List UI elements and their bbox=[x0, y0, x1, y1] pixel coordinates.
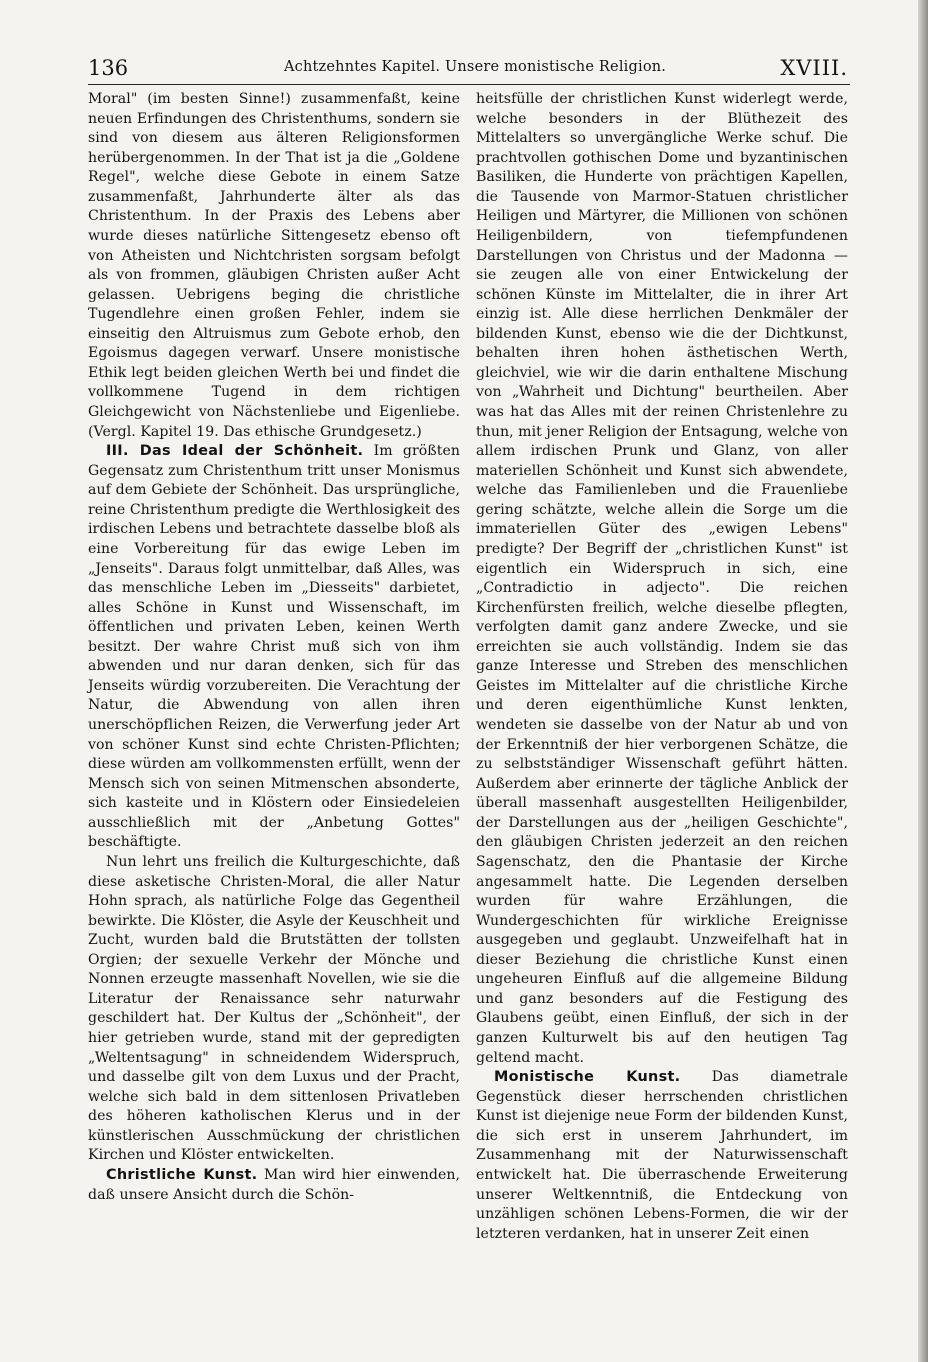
page-edge-shadow bbox=[918, 0, 928, 1362]
section-heading: Monistische Kunst. bbox=[494, 1069, 681, 1086]
left-column bbox=[88, 90, 460, 1205]
page-header bbox=[88, 56, 848, 82]
paragraph: Moral" (im besten Sinne!) zusammenfaßt, keine neuen Erfindungen des Christenthums, sondern sie sind von diesem aus älteren Religionsformen herübergenommen. In der That ist ja die „Goldene Regel", welche diese Gebote in einem Satze zusammenfaßt, Jahrhunderte älter als das Christenthum. In der Praxis des Lebens aber wurde dieses natürliche Sittengesetz ebenso oft von Atheisten und Nichtchristen sorgsam befolgt als von frommen, gläubigen Christen außer Acht gelassen. Uebrigens beging die christliche Tugendlehre einen großen Fehler, indem sie einseitig den Altruismus zum Gebote erhob, den Egoismus dagegen verwarf. Unsere monistische Ethik legt beiden gleichen Werth bei und findet die vollkommene Tugend in dem richtigen Gleichgewicht von Nächstenliebe und Eigenliebe. (Vergl. Kapitel 19. Das ethische Grundgesetz.) bbox=[88, 91, 460, 440]
section-paragraph bbox=[88, 442, 460, 853]
chapter-number: XVIII. bbox=[780, 56, 848, 80]
section-heading: III. Das Ideal der Schönheit. bbox=[106, 443, 364, 460]
section-heading: Christliche Kunst. bbox=[106, 1166, 258, 1183]
right-column bbox=[476, 90, 848, 1244]
paragraph-text: Im größten Gegensatz zum Christenthum tritt unser Monismus auf dem Gebiete der Schönheit. Das ursprüngliche, reine Christenthum predigte die Werthlosigkeit des irdischen Lebens und betrachtete dasselbe bloß als eine Vorbereitung für das ewige Leben im „Jenseits". Daraus folgt unmittelbar, daß Alles, was das menschliche Leben im „Diesseits" darbietet, alles Schöne in Kunst und Wissenschaft, im öffentlichen und privaten Leben, keinen Werth besitzt. Der wahre Christ muß sich von ihm abwenden und nur daran denken, sich für das Jenseits würdig vorzubereiten. Die Verachtung der Natur, die Abwendung von allen ihren unerschöpflichen Reizen, die Verwerfung jeder Art von schöner Kunst sind echte Christen-Pflichten; diese würden am vollkommensten erfüllt, wenn der Mensch sich von seinen Mitmenschen absonderte, sich kasteite und in Klöstern oder Einsiedeleien ausschließlich mit der „Anbetung Gottes" beschäftigte. bbox=[88, 443, 461, 851]
header-rule bbox=[88, 84, 850, 85]
section-paragraph bbox=[476, 1068, 848, 1244]
section-paragraph bbox=[88, 1166, 460, 1205]
paragraph-text: Das diametrale Gegenstück dieser herrschenden christlichen Kunst ist diejenige neue Form der bildenden Kunst, die sich erst in unserem Jahrhundert, im Zusammenhang mit der Naturwissenschaft entwickelt hat. Die überraschende Erweiterung unserer Weltkenntniß, die Entdeckung von unzähligen schönen Lebens-Formen, die wir der letzteren verdanken, hat in unserer Zeit einen bbox=[476, 1069, 848, 1242]
paragraph-text: Man wird hier einwenden, daß unsere Ansicht durch die Schön- bbox=[88, 1166, 461, 1203]
running-title: Achtzehntes Kapitel. Unsere monistische Religion. bbox=[284, 59, 667, 75]
paragraph: heitsfülle der christlichen Kunst widerlegt werde, welche besonders in der Blüthezeit des Mittelalters so unvergängliche Werke schuf. Die prachtvollen gothischen Dome und byzantinischen Basiliken, die Hunderte von prächtigen Kapellen, die Tausende von Marmor-Statuen christlicher Heiligen und Märtyrer, die Millionen von schönen Heiligenbildern, von tiefempfundenen Darstellungen von Christus und der Madonna — sie zeugen alle von einer Entwickelung der schönen Künste im Mittelalter, die in ihrer Art einzig ist. Alle diese herrlichen Denkmäler der bildenden Kunst, ebenso wie die der Dichtkunst, behalten ihren hohen ästhetischen Werth, gleichviel, wie wir die darin enthaltene Mischung von „Wahrheit und Dichtung" beurtheilen. Aber was hat das Alles mit der reinen Christenlehre zu thun, mit jener Religion der Entsagung, welche von allem irdischen Prunk und Glanz, von aller materiellen Schönheit und Kunst sich abwendete, welche das Familienleben und die Frauenliebe gering schätzte, welche allein die Sorge um die immateriellen Güter des „ewigen Lebens" predigte? Der Begriff der „christlichen Kunst" ist eigentlich ein Widerspruch in sich, eine „Contradictio in adjecto". Die reichen Kirchenfürsten freilich, welche dieselbe pflegten, verfolgten damit ganz andere Zwecke, und sie erreichten sie auch vollständig. Indem sie das ganze Interesse und Streben des menschlichen Geistes im Mittelalter auf die christliche Kirche und deren eigenthümliche Kunst lenkten, wendeten sie dasselbe von der Natur ab und von der Erkenntniß der hier verborgenen Schätze, die zu selbstständiger Wissenschaft geführt hätten. Außerdem aber erinnerte der tägliche Anblick der überall massenhaft ausgestellten Heiligenbilder, der Darstellungen aus der „heiligen Geschichte", den gläubigen Christen jederzeit an den reichen Sagenschatz, den die Phantasie der Kirche angesammelt hatte. Die Legenden derselben wurden für wahre Erzählungen, die Wundergeschichten für wirkliche Ereignisse ausgegeben und geglaubt. Unzweifelhaft hat in dieser Beziehung die christliche Kunst einen ungeheuren Einfluß auf die allgemeine Bildung und ganz besonders auf die Festigung des Glaubens geübt, einen Einfluß, der sich in der ganzen Kulturwelt bis auf den heutigen Tag geltend macht. bbox=[476, 91, 848, 1066]
paragraph: Nun lehrt uns freilich die Kulturgeschichte, daß diese asketische Christen-Moral, die aller Natur Hohn sprach, als natürliche Folge das Gegentheil bewirkte. Die Klöster, die Asyle der Keuschheit und Zucht, wurden bald die Brutstätten der tollsten Orgien; der sexuelle Verkehr der Mönche und Nonnen erzeugte massenhaft Novellen, wie sie die Literatur der Renaissance sehr naturwahr geschildert hat. Der Kultus der „Schönheit", der hier getrieben wurde, stand mit der gepredigten „Weltentsagung" in schneidendem Widerspruch, und dasselbe gilt von dem Luxus und der Pracht, welche sich bald in dem sittenlosen Privatleben des höheren katholischen Klerus und in der künstlerischen Ausschmückung der christlichen Kirchen und Klöster entwickelten. bbox=[88, 853, 460, 1164]
page-number: 136 bbox=[88, 56, 129, 80]
